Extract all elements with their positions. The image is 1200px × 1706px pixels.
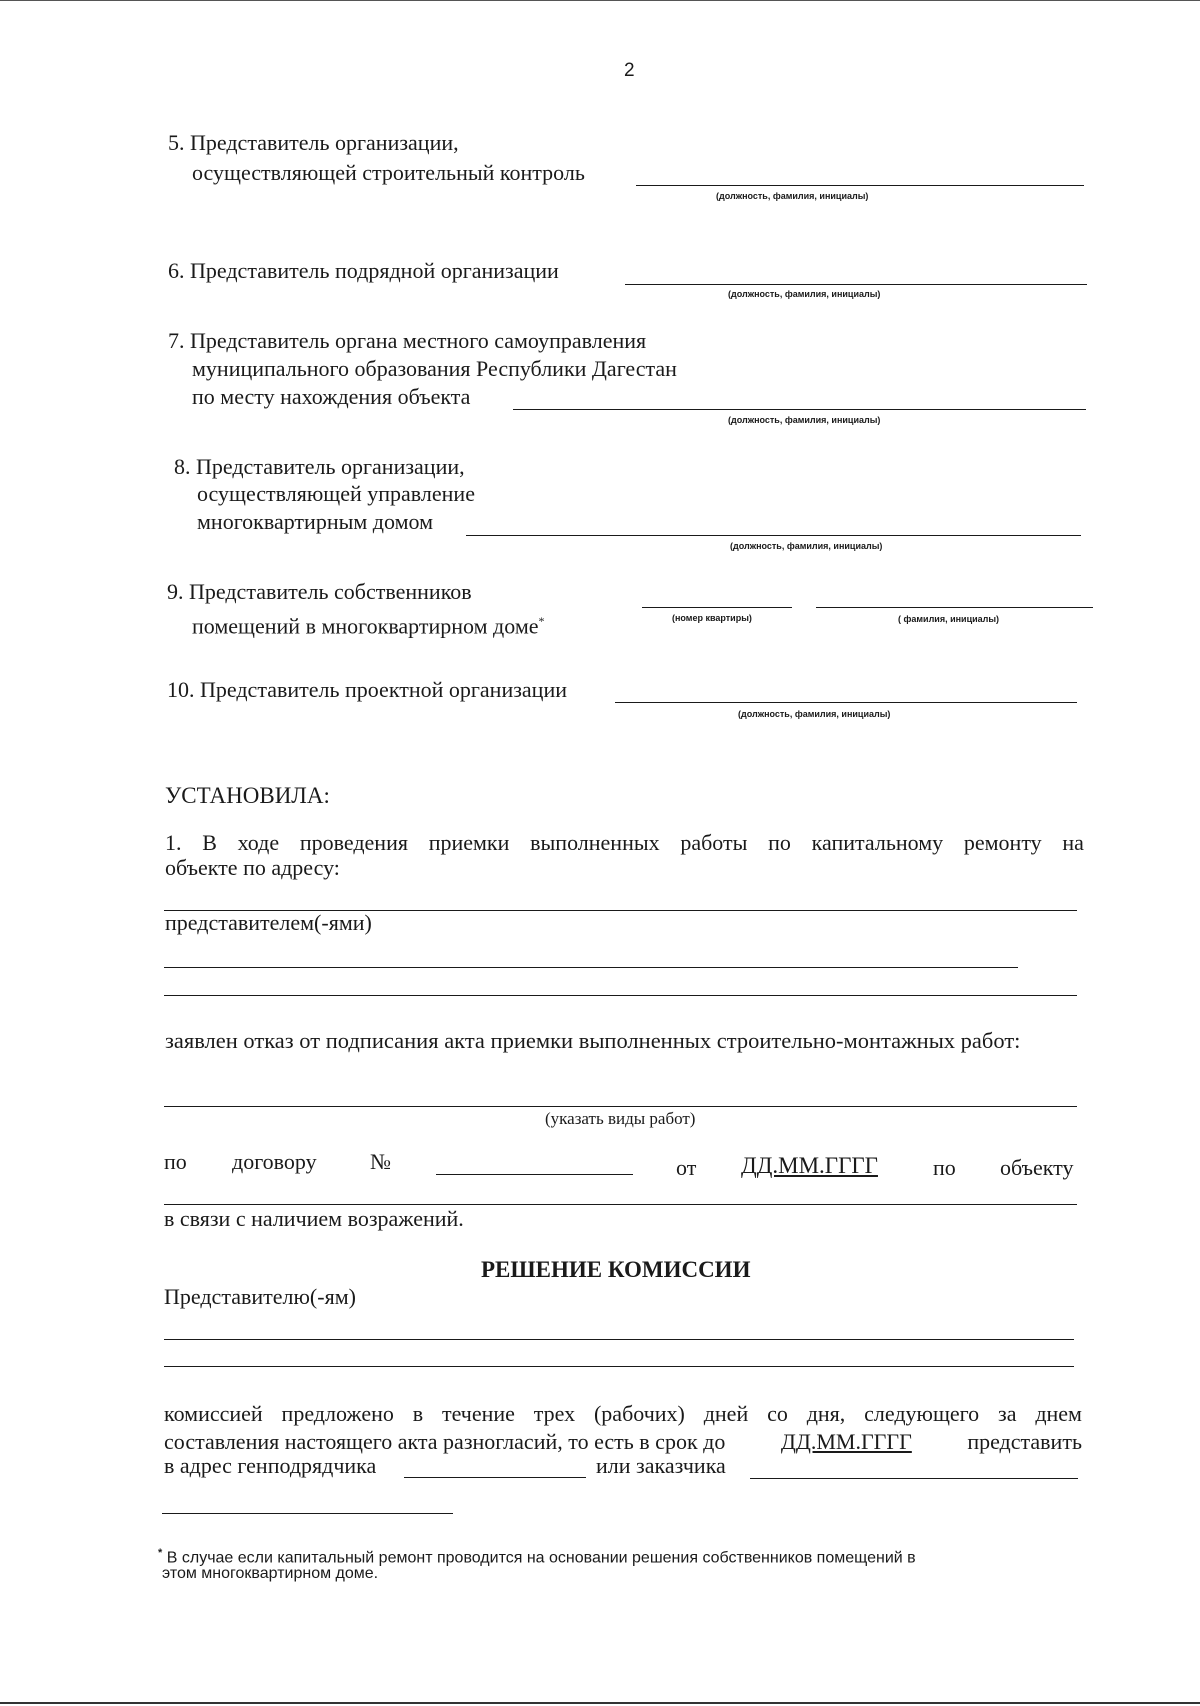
item-8-signature-field[interactable] [466, 535, 1081, 536]
word: предложено [281, 1401, 394, 1426]
word: за [998, 1401, 1017, 1426]
item-9-line2 [192, 608, 545, 639]
item-9-footnote-mark: * [538, 614, 545, 628]
word: в [412, 1401, 424, 1426]
item-5-line1: 5. Представитель организации, [168, 130, 459, 155]
word: следующего [864, 1401, 980, 1426]
word: выполненных [530, 830, 660, 855]
item-5-signature-field[interactable] [636, 185, 1084, 186]
word: комиссией [164, 1401, 263, 1426]
item-5-line2: осуществляющей строительный контроль [192, 160, 585, 185]
footnote-separator [162, 1513, 453, 1514]
item-5-hint: (должность, фамилия, инициалы) [716, 191, 869, 201]
word: (рабочих) [593, 1401, 685, 1426]
item-9-line2-text: помещений в многоквартирном доме [192, 613, 539, 639]
footnote-line2: этом многоквартирном доме. [162, 1565, 379, 1582]
established-paragraph-line2: объекте по адресу: [165, 855, 340, 880]
item-7-line1: 7. Представитель органа местного самоуправления [168, 328, 647, 353]
works-type-field[interactable] [164, 1106, 1077, 1107]
item-10-line1: 10. Представитель проектной организации [167, 677, 567, 702]
item-10-hint: (должность, фамилия, инициалы) [738, 709, 891, 719]
word: приемки [428, 830, 510, 855]
contract-object-field[interactable] [164, 1204, 1077, 1205]
word: со [767, 1401, 788, 1426]
word: дней [703, 1401, 749, 1426]
works-type-hint: (указать виды работ) [545, 1109, 696, 1128]
item-7-hint: (должность, фамилия, инициалы) [728, 415, 881, 425]
word: проведения [299, 830, 408, 855]
word: дня, [806, 1401, 846, 1426]
item-7-line3: по месту нахождения объекта [192, 384, 471, 409]
word: капитальному [811, 830, 944, 855]
footnote-line1-text: В случае если капитальный ремонт проводится на основании решения собственников помещений в [166, 1549, 916, 1567]
representatives-field-2[interactable] [164, 995, 1077, 996]
item-6-signature-field[interactable] [625, 284, 1087, 285]
word: течение [441, 1401, 515, 1426]
item-8-hint: (должность, фамилия, инициалы) [730, 541, 883, 551]
item-7-line2: муниципального образования Республики Дагестан [192, 356, 677, 381]
word: В [202, 830, 217, 855]
contract-word-object: объекту [1000, 1155, 1074, 1180]
decision-representative-field-2[interactable] [164, 1366, 1074, 1367]
decision-deadline-date[interactable]: ДД.ММ.ГГГГ [780, 1429, 912, 1454]
item-9-hint-apartment: (номер квартиры) [672, 613, 752, 623]
contract-date[interactable]: ДД.ММ.ГГГГ [741, 1153, 878, 1178]
scan-edge-bottom [0, 1702, 1200, 1704]
customer-field[interactable] [750, 1478, 1078, 1479]
representatives-field-1[interactable] [164, 967, 1018, 968]
footnote-mark: * [158, 1547, 163, 1559]
word: 1. [165, 830, 182, 855]
general-contractor-field[interactable] [404, 1477, 586, 1478]
word: днем [1035, 1401, 1082, 1426]
contract-number-field[interactable] [436, 1174, 633, 1175]
word: по [768, 830, 791, 855]
item-6-line1: 6. Представитель подрядной организации [168, 258, 559, 283]
word: ремонту [963, 830, 1042, 855]
decision-line2-text: составления настоящего акта разногласий, то есть в срок до [164, 1429, 726, 1454]
word: работы [680, 830, 748, 855]
page-number: 2 [624, 60, 635, 81]
item-8-line1: 8. Представитель организации, [174, 454, 465, 479]
item-6-hint: (должность, фамилия, инициалы) [728, 289, 881, 299]
decision-paragraph-line1 [164, 1401, 1082, 1427]
decision-line2-tail: представить [967, 1429, 1082, 1454]
objections-text: в связи с наличием возражений. [164, 1206, 464, 1231]
decision-line3-customer: или заказчика [596, 1453, 726, 1478]
word: ходе [237, 830, 280, 855]
decision-paragraph-line2 [164, 1429, 1082, 1455]
decision-representative-label: Представителю(-ям) [164, 1284, 356, 1309]
representatives-label: представителем(-ями) [165, 910, 372, 935]
item-8-line3: многоквартирным домом [197, 509, 433, 534]
item-9-apartment-field[interactable] [642, 607, 792, 608]
item-10-signature-field[interactable] [615, 702, 1077, 703]
contract-word-dogovor: договору [232, 1149, 317, 1174]
decision-representative-field-1[interactable] [164, 1339, 1074, 1340]
decision-line3-general-contractor: в адрес генподрядчика [164, 1453, 377, 1478]
contract-word-ot: от [676, 1155, 697, 1180]
item-9-name-field[interactable] [816, 607, 1093, 608]
contract-word-number: № [370, 1149, 391, 1174]
scan-edge-top [0, 0, 1200, 1]
word: трех [533, 1401, 576, 1426]
item-9-line1: 9. Представитель собственников [167, 579, 472, 604]
decision-heading: РЕШЕНИЕ КОМИССИИ [481, 1257, 751, 1282]
established-paragraph-line1 [165, 830, 1084, 856]
established-heading: УСТАНОВИЛА: [165, 783, 330, 808]
contract-word-po: по [164, 1149, 187, 1174]
word: на [1062, 830, 1084, 855]
item-8-line2: осуществляющей управление [197, 481, 475, 506]
item-9-hint-name: ( фамилия, инициалы) [898, 614, 1000, 624]
item-7-signature-field[interactable] [513, 409, 1086, 410]
refusal-text: заявлен отказ от подписания акта приемки выполненных строительно-монтажных работ: [165, 1028, 1021, 1053]
contract-word-po-2: по [933, 1155, 956, 1180]
